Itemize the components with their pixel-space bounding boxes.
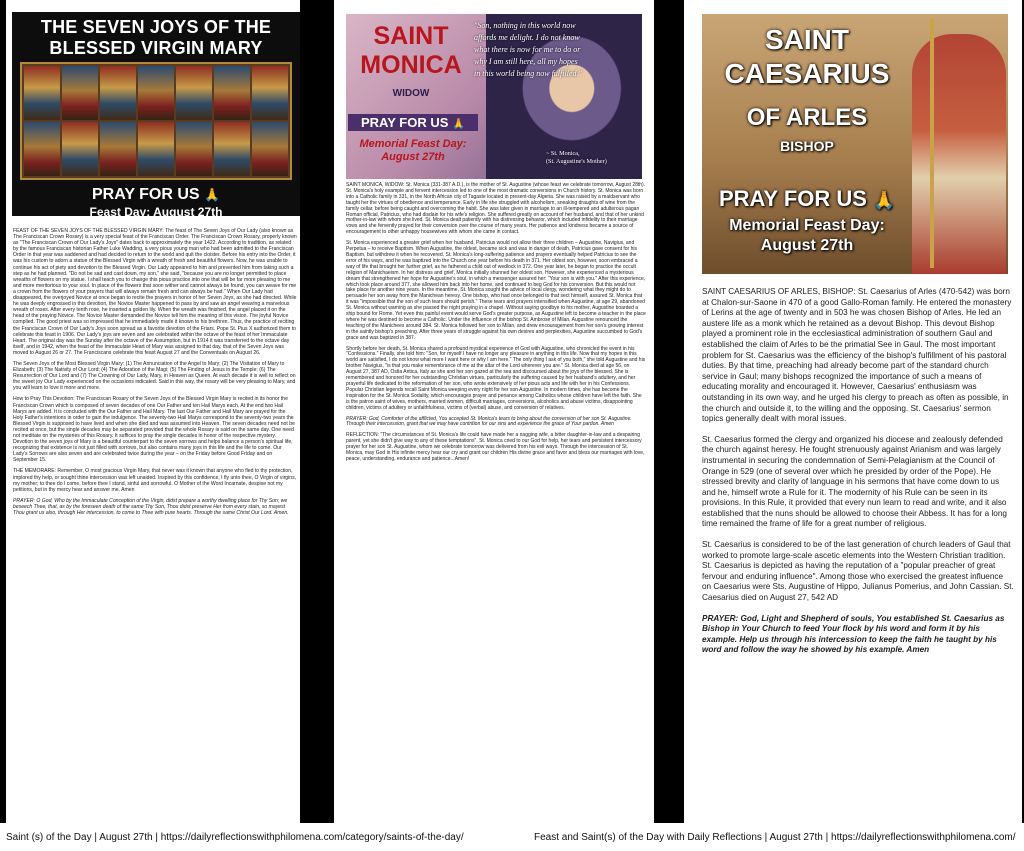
seven-joys-title bbox=[12, 12, 300, 59]
article-paragraph: SAINT CAESARIUS OF ARLES, BISHOP: St. Caesarius of Arles (470-542) was born at Chalon-sur-Saone in 470 of a good Gallo-Roman family. He entered the monastery of Lerins at the age of twenty and in 503 he was chosen Bishop of Arles. He led an austere life as a monk which he retained as a devout Bishop. This devout Bishop played a prominent role in the ecclesiastical administration of southern Gaul and established the claim of Arles to be the primatial See in Gaul. The most important problem for St. Caesarius was the efficiency of the bishop's fulfillment of his pastoral duties. By that time, preaching had already become part of the standard church service in Gaul; many bishops recognized the importance of such a means of educating morality and encouraged it. However, Caesarius' enthusiasm was outstanding in its own way, and he urged his clergy to preach as often as possible, in the church and outside it, to the willing and the opposing. St. Caesarius' sermon topics generally dealt with moral issues. bbox=[702, 287, 1012, 424]
title-line: OF ARLES bbox=[746, 104, 868, 131]
reflection-paragraph: REFLECTION: "The circumstances of St. Monica's life could have made her a nagging wife, a bitter daughter-in-law and a despairing parent, yet she didn't give way to any of these temptations". St. Monica cried to our God for help, her tears and persistent intercessory prayer for her son St. Augustine, whom we celebrate tomorrow was delivered from his evil ways. Through the intercession of St. Monica, may God in His infinite mercy hear our cry and grant our children His divine grace and favor and bless our marriages with love, peace, understanding, endurance and patience...Amen! bbox=[346, 432, 645, 462]
saint-caesarius-panel bbox=[684, 0, 1022, 823]
article-paragraph: FEAST OF THE SEVEN JOYS OF THE BLESSED VIRGIN MARY: The feast of The Seven Joys of Our Lady (also known as The Franciscan Crown Rosary) is a very special feast of the Franciscan Order. The Franciscan Crown Rosary, properly known as "The Franciscan Crown of Our Lady's Joys" dates back to approximately the year 1422. According to tradition, as related by the famous Franciscan historian Father Luke Wadding, a very pious young man who had been admitted to the Franciscan Order in that year was saddened and had decided to return to the world and quit the cloister. Before his entry into the Order, it was his custom to adorn a statue of the Blessed Virgin with a wreath of fresh and beautiful flowers. Now, he was unable to continue his act of piety and devotion to the Blessed Virgin. Our Lady appeared to him and prevented him from taking such a step as he had planned. "Do not be sad and cast down, my son," she said, "because you are no longer permitted to place wreaths of flowers on my statue. I shall teach you to change this pious practice into one that will be far more pleasing to me and more meritorious to your soul. In place of the flowers that soon wither and cannot always be found, you can weave for me a crown from the flowers of your prayers that will always remain fresh and can always be had." When Our Lady had disappeared, the overjoyed Novice at once began to recite the prayers in honor of her Seven Joys, as she had directed. While he was deeply engrossed in this devotion, the Novice Master happened to pass by and saw an angel weaving a marvelous wreath of roses. After every tenth rose, he inserted a golden lily. When the wreath was finished, the angel placed it on the head of the praying Novice. The Novice Master demanded the Novice tell him the meaning of this vision. The joyful Novice complied. The good priest was so impressed that he immediately made it known to his brethren. Thus, the practice of reciting the Franciscan Crown of Our Lady's Joys soon spread as a favorite devotion of the Friars. Pope St. Pius X authorized them to celebrate this feast in 1906. Our Lady's joys are seven and are celebrated within the octave of the feast of her Immaculate Heart. The original day was the Sunday after the octave of the Assumption, but in 1914 it was transferred to the octave day itself, and in 1942, when the feast of the Immaculate Heart of Mary was assigned to that day, that of the Seven Joys was moved to August 26 or 27. The Franciscans celebrate this feast August 27 and the Conventuals on August 26. bbox=[13, 228, 297, 356]
saint-caesarius-portrait bbox=[912, 34, 1006, 274]
seven-joys-panel bbox=[6, 0, 300, 823]
article-paragraph: The Seven Joys of the Most Blessed Virgin Mary: (1) The Annunciation of the Angel to Mary; (2) The Visitation of Mary to Elizabeth; (3) The Nativity of Our Lord; (4) The Adoration of the Magi; (5) The Finding of Jesus in the Temple; (6) The Resurrection of Our Lord and (7) The Crowning of Our Lady, Mary, in Heaven as Queen. At each decade it is well to reflect on the sweet joy Our Lady experienced on the occasions indicated. Said in this way, the rosary will be very pleasing to Mary, and you will learn to love it more and more. bbox=[13, 360, 296, 392]
pray-for-us-text: PRAY FOR US 🙏 bbox=[719, 186, 895, 211]
seven-joys-banner bbox=[12, 12, 300, 219]
bishop-label: BISHOP bbox=[780, 138, 834, 154]
widow-label: WIDOW bbox=[392, 88, 430, 99]
crozier-staff bbox=[930, 18, 934, 268]
saint-monica-banner bbox=[346, 14, 642, 179]
seven-joys-article bbox=[13, 228, 297, 521]
praying-hands-icon: 🙏 bbox=[204, 187, 220, 202]
footer-left-link[interactable]: Saint (s) of the Day | August 27th | https://dailyreflectionswithphilomena.com/category/saints-of-the-day/ bbox=[6, 832, 464, 843]
feast-day-text: Feast Day: August 27th bbox=[89, 205, 223, 219]
memorial-feast-day bbox=[702, 216, 912, 256]
praying-hands-icon: 🙏 bbox=[873, 190, 895, 210]
attribution-line: ~ St. Monica, bbox=[546, 150, 580, 157]
memorial-line: August 27th bbox=[760, 237, 854, 254]
prayer-paragraph: PRAYER: God, Light and Shepherd of souls, You established St. Caesarius as Bishop in Your Church to feed Your flock by his word and form it by his example. Help us through his intercession to keep the faith he taught by his word and follow the way he showed by his example. Amen bbox=[702, 613, 1005, 655]
saint-monica-article bbox=[346, 183, 646, 468]
article-paragraph: St. Caesarius is considered to be of the last generation of church leaders of Gaul that worked to promote large-scale ascetic elements into the Western Christian tradition. St. Caesarius is depicted as having the reputation of a "popular preacher of great fervour and enduring influence". Among those who exercised the greatest influence on Caesarius were Sts. Augustine of Hippo, Julianus Pomerius, and John Cassian. St. Caesarius died on August 27, 542 AD bbox=[702, 540, 1014, 603]
saint-caesarius-banner bbox=[702, 14, 1008, 274]
saint-monica-title bbox=[348, 22, 474, 80]
memorial-line: Memorial Feast Day: bbox=[359, 138, 467, 150]
title-line: SAINT bbox=[373, 22, 449, 50]
page-footer bbox=[0, 823, 1024, 851]
quote-attribution bbox=[546, 150, 642, 166]
title-line: SAINT bbox=[765, 24, 849, 55]
praying-hands-icon: 🙏 bbox=[452, 119, 465, 130]
pray-for-us-text: PRAY FOR US 🙏 bbox=[348, 114, 478, 131]
title-line: THE SEVEN JOYS OF THE bbox=[40, 17, 272, 37]
saint-caesarius-article bbox=[702, 287, 1014, 666]
memorial-line: August 27th bbox=[381, 151, 445, 163]
memorare-paragraph: THE MEMORARE: Remember, O most gracious Virgin Mary, that never was it known that anyone who fled to thy protection, implored thy help, or sought thine intercession was left unaided. Inspired by this confidence, I fly unto thee, O Virgin of virgins, my mother; to thee do I come, before thee I stand, sinful and sorrowful. O Mother of the Word Incarnate, despise not my petitions, but in thy mercy hear and answer me. Amen bbox=[13, 468, 297, 493]
article-paragraph: SAINT MONICA, WIDOW: St. Monica (331-387 A.D.), is the mother of St. Augustine (whose feast we celebrate tomorrow, August 28th). St. Monica's holy example and fervent intercession led to one of the most dramatic conversions in Church history. St. Monica was born into a Catholic family in 331, in the North African city of Tagaste located in present-day Algeria. She was raised by a maidservant who taught her the virtues of obedience and temperance. Early in life she struggled with alcoholism, sneaking draughts of wine from the family cellar, before being caught and overcoming the habit. She was later given in marriage to an ill-tempered and adulterous pagan Roman official, Patricius, who had disdain for his wife's religion. She suffered greatly on account of her husband, and that of her unkind mother-in-law with whom she lived. St. Monica dealt patiently with his distressing behavior, which included infidelity to their marriage vows and she fervently prayed for their conversion over the course of many years. Her patience and kindness became a source of encouragement to other unhappy housewives with whom she came in contact. bbox=[346, 182, 646, 236]
title-line: CAESARIUS bbox=[724, 58, 890, 89]
title-line: BLESSED VIRGIN MARY bbox=[49, 38, 263, 58]
prayer-paragraph: PRAYER: God, Comforter of the afflicted, You accepted St. Monica's tears to bring about the conversion of her son St. Augustine. Through their intercession, grant that we may have contrition for our sins and experience the grace of Your pardon. Amen bbox=[346, 415, 632, 428]
title-line: MONICA bbox=[360, 51, 462, 79]
footer-right-link[interactable]: Feast and Saint(s) of the Day with Daily Reflections | August 27th | https://dailyreflectionswithphilomena.com/ bbox=[534, 832, 1016, 843]
saint-monica-panel bbox=[334, 0, 654, 823]
seven-joys-painting bbox=[20, 62, 292, 180]
attribution-line: (St. Augustine's Mother) bbox=[546, 158, 607, 165]
article-paragraph: Shortly before her death, St. Monica shared a profound mystical experience of God with Augustine, who chronicled the event in his "Confessions." Finally, she told him: "Son, for myself I have no longer any pleasure in anything in this life. Now that my hopes in this world are satisfied, I do not know what more I want here or why I am here." The only thing I ask of you both," she told Augustine and his brother Navigius, "is that you make remembrance of me at the altar of the Lord wherever you are." St. Monica died at age 56, on August 27, 387 AD, Ostia Antica, Italy as she and her son gazed at the sea and discoursed about the joys of the blessed. She is remembered and honored for her outstanding Christian virtues, particularly the suffering caused by her husband's adultery, and her prayerful life dedicated to the reformation of her son, who wrote extensively of her pious acts and life with her in his Confessions. Popular Christian legends recall Saint Monica weeping every night for her son Augustine. In modern times, she has become the inspiration for the St. Monica Sodality, which encourages prayer and penance among Catholics whose children have left the faith. She is the patron saint of wives, mothers, married women, difficult marriages, conversions, alcoholics and abuse victims, disappointing children, victims of adultery or unfaithfulness, victims of (verbal) abuse, and conversion of relatives. bbox=[346, 345, 646, 411]
article-paragraph: St. Caesarius formed the clergy and organized his diocese and zealously defended the church against heresy. He fought strenuously against Arianism and was largely instrumental in securing the condemnation of Semi-Pelagianism at the Council of Orange in 529 (one of several over which he presided by order of the Pope). He stressed brevity and clarity of language in his sermons that have come down to us and he, himself wrote a Rule for it. The modernity of his Rule can be seen in its provisions. In this Rule, it provided that every nun learn to read and write, and it also established that the nuns should be allowed to choose their Abbess. It has for a long time remained the frame of life for a great number of religious. bbox=[702, 434, 1007, 529]
memorial-line: Memorial Feast Day: bbox=[729, 217, 885, 234]
prayer-paragraph: PRAYER: O God, Who by the Immaculate Conception of the Virgin, didst prepare a worthy dwelling place for Thy Son; we beseech Thee, that, as by the foreseen death of the same Thy Son, Thou didst preserve Her from every stain, so mayest Thou grant us also, through Her intercession, to come to Thee with pure hearts. Through the same Christ Our Lord. Amen. bbox=[13, 497, 289, 517]
monica-quote: "Son, nothing in this world now affords me delight. I do not know what there is now for me to do or why I am still here, all my hopes in this world being now fulfilled." bbox=[474, 21, 582, 78]
pray-for-us-text: PRAY FOR US 🙏 bbox=[92, 186, 220, 203]
memorial-feast-day bbox=[348, 138, 478, 164]
article-paragraph: St. Monica experienced a greater grief when her husband, Patricius would not allow their three children – Augustine, Navigius, and Perpetua – to receive Baptism. When Augustine, the oldest, became sick and was in danger of death, Patricius gave consent for his Baptism, but withdrew it when he recovered. St. Monica's long-suffering patience and prayers eventually helped Patricius to see the error of his ways, and he was baptized into the Church one year before his death in 371. Her oldest son, however, soon embraced a way of life that brought her further grief, as he fathered a child out of wedlock in 372. One year later, he began to practice the occult religion of Manichaeism. In her distress and grief, Monica initially shunned her oldest son. However, she experienced a mysterious dream that strengthened her hope for Augustine's soul, in which a messenger assured her: "Your son is with you." After this experience, which took place around 377, she allowed him back into her home, and continued to beg God for his conversion. But this would not take place for another nine years. In the meantime, St. Monica sought the advice of local clergy, wondering what they might do to persuade her son away from the Manichean heresy. One bishop, who had once belonged to that sect himself, assured St. Monica that it was "impossible that the son of such tears should perish." These tears and prayers intensified when Augustine, at age 29, abandoned St. Monica without warning as she passed the night praying in a chapel. Without saying goodbye to his mother, Augustine boarded a ship bound for Rome. Yet even this painful event would serve God's greater purpose, as Augustine left to become a teacher in the place where he was destined to become a Catholic. Under the influence of the bishop St. Ambrose of Milan, Augustine renounced the teaching of the Manichees around 384. St. Monica followed her son to Milan, and drew encouragement from her son's growing interest in the saintly bishop's preaching. After three years of struggle against his own desires and perplexities, Augustine succumbed to God's grace and was baptized in 387. bbox=[346, 240, 646, 341]
article-paragraph: How to Pray This Devotion: The Franciscan Rosary of the Seven Joys of the Blessed Virgin Mary is recited in its honor the Franciscan Crown which is composed of seven decades of one Our Father and ten Hail Marys each. At the end two Hail Marys are added. It is concluded with the Our Father and Hail Mary. The last Our Father and Hail Mary are prayed for the Holy Father's intentions in order to gain the indulgence. The seventy-two Hail Marys correspond to the seventy-two years the Blessed Virgin is supposed to have lived and when she died and was assumed into Heaven. The seven decades need not be recited at once, but the single decades may be separated provided that the whole Rosary is said on the same day. One need not meditate on the mysteries of this Rosary. It suffices to pray the single decades in honor of the respective mystery. Devotion to the seven joys of Mary is a beautiful counterpart to the seven sorrows and helps balance a person's spiritual life, recognizing that existence is not just filled with sorrows, but also contains many joys in this life and the life to come. Our Lady's Sorrows are also seven and are celebrated twice during the year – on the Friday before Good Friday and on September 15. bbox=[13, 396, 295, 464]
